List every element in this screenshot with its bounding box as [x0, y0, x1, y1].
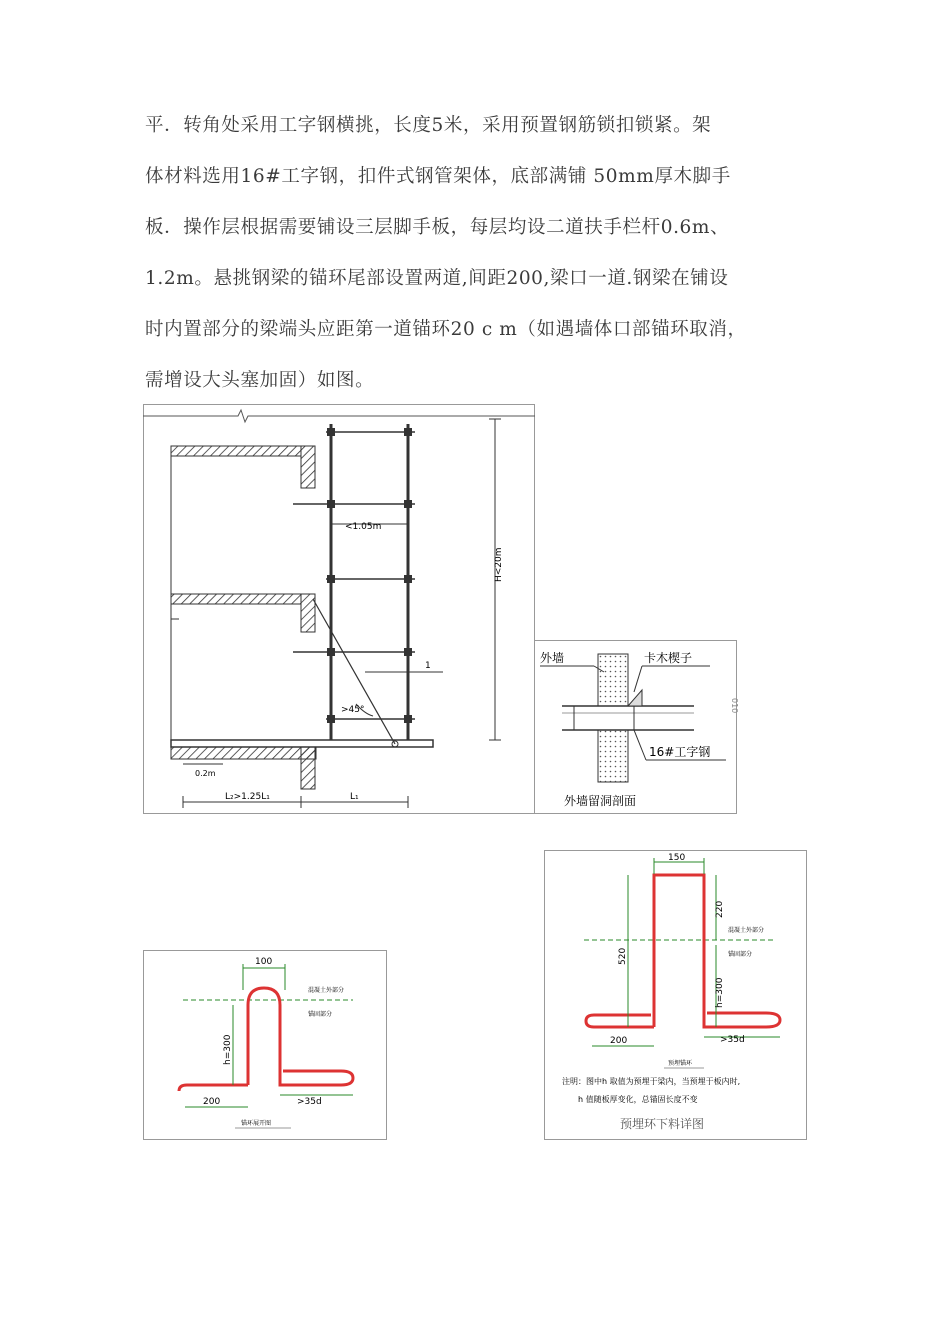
caption-small: 预埋锚环 [668, 1060, 693, 1067]
anchor-ring-bar [248, 988, 353, 1085]
dim-h: h=300 [715, 977, 725, 1008]
callout-number: 1 [425, 661, 431, 671]
wall-column [301, 747, 315, 789]
label-anchorage: 锚固部分 [308, 1011, 333, 1018]
floor-slab [171, 594, 301, 604]
dim-top: 100 [255, 957, 273, 967]
dim-base: 200 [610, 1036, 628, 1046]
paragraph-line: 体材料选用16#工字钢，扣件式钢管架体，底部满铺 50mm厚木脚手 [145, 166, 731, 187]
note-line-2: h 值随板厚变化，总锚固长度不变 [578, 1095, 698, 1104]
floor-slab [171, 747, 316, 759]
side-mark: 010 [730, 698, 739, 714]
wall-opening-section-drawing [534, 640, 737, 814]
floor-slab [171, 446, 301, 456]
label-beam: 16#工字钢 [649, 745, 711, 759]
scaffold-section-drawing [143, 404, 535, 814]
angle-label: >45° [341, 705, 365, 715]
dim-l1: L₁ [350, 792, 359, 802]
paragraph-line: 1.2m。悬挑钢梁的锚环尾部设置两道,间距200,梁口一道.钢梁在铺设 [145, 268, 729, 289]
body-paragraph [145, 100, 825, 406]
caption-small: 锚环展开图 [241, 1120, 272, 1127]
dim-top: 150 [668, 853, 686, 863]
dim-height: H<20m [494, 547, 504, 582]
paragraph-line: 板．操作层根据需要铺设三层脚手板，每层均设二道扶手栏杆0.6m、 [145, 217, 730, 238]
caption-wall-section: 外墙留洞剖面 [564, 794, 637, 808]
wall-column [301, 446, 315, 488]
dim-l2: L₂>1.25L₁ [225, 792, 270, 802]
dim-hook: >35d [720, 1035, 745, 1045]
dim-upper: 220 [715, 900, 725, 918]
dim-width: <1.05m [345, 522, 382, 532]
dim-hook: >35d [297, 1097, 322, 1107]
label-wall: 外墙 [540, 651, 565, 665]
label-above-concrete: 混凝土外部分 [728, 927, 765, 934]
dim-h: h=300 [223, 1034, 233, 1065]
dim-total: 520 [618, 947, 628, 965]
dim-offset: 0.2m [195, 769, 216, 778]
paragraph-line: 平．转角处采用工字钢横挑，长度5米，采用预置钢筋锁扣锁紧。架 [145, 115, 712, 136]
label-above-concrete: 混凝土外部分 [308, 987, 345, 994]
anchor-ring-large-drawing [544, 850, 807, 1140]
figure-title: 预埋环下料详图 [620, 1117, 705, 1131]
paragraph-line: 时内置部分的梁端头应距第一道锚环20 c m（如遇墙体口部锚环取消， [145, 319, 747, 340]
paragraph-line: 需增设大头塞加固）如图。 [145, 370, 375, 391]
anchor-ring-small-drawing [143, 950, 387, 1140]
note-line-1: 注明：图中h 取值为预埋于梁内，当预埋于板内时, [562, 1077, 741, 1086]
dim-base: 200 [203, 1097, 221, 1107]
label-wedge: 卡木楔子 [644, 651, 693, 665]
label-anchorage: 锚固部分 [728, 951, 753, 958]
